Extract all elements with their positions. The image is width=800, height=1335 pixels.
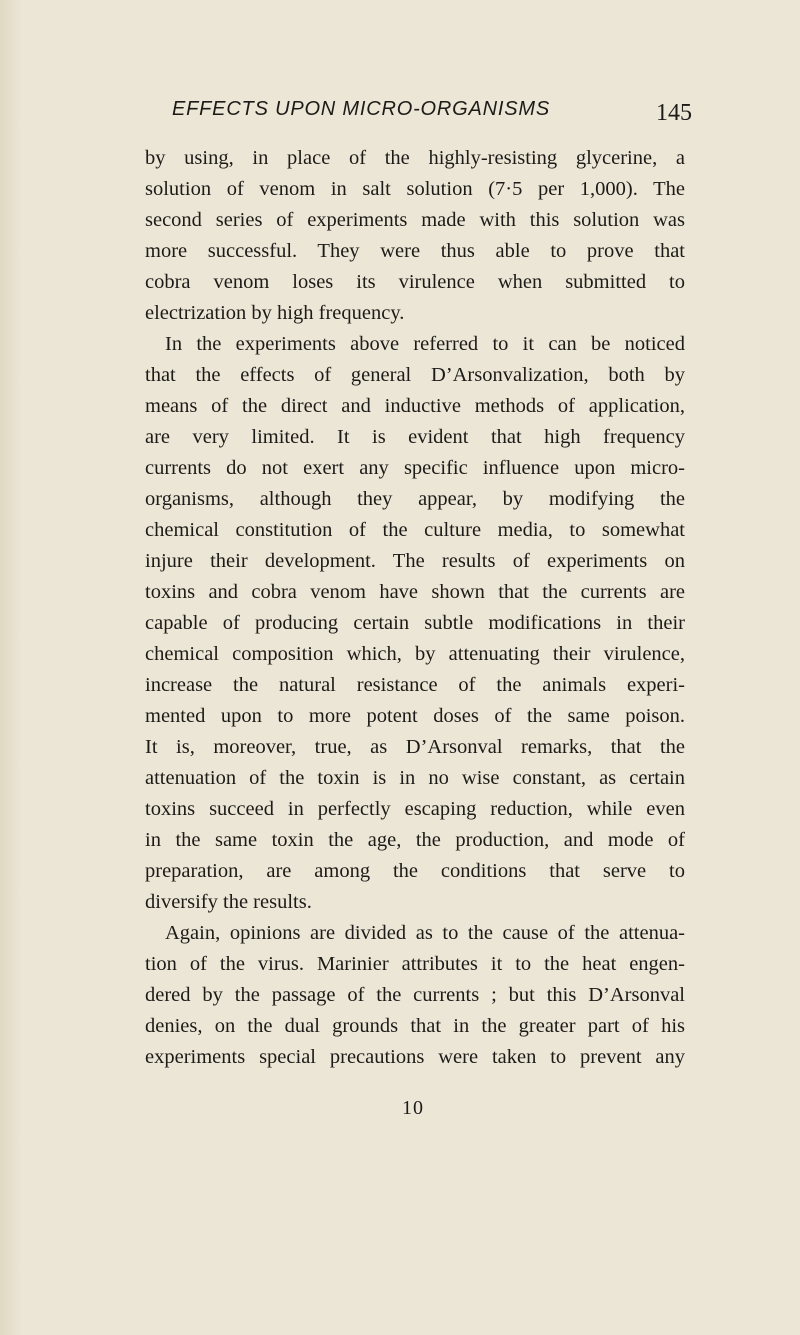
body-text [145,143,685,1073]
text-line: experiments special precautions were taken to prevent any [145,1046,685,1068]
text-line: more successful. They were thus able to prove that [145,240,685,262]
text-line: It is, moreover, true, as D’Arsonval remarks, that the [145,736,685,758]
text-line: tion of the virus. Marinier attributes it to the heat engen- [145,953,685,975]
page-number: 145 [656,100,692,126]
text-line: preparation, are among the conditions that serve to [145,860,685,882]
text-line: denies, on the dual grounds that in the greater part of his [145,1015,685,1037]
text-line: toxins succeed in perfectly escaping reduction, while even [145,798,685,820]
text-line: Again, opinions are divided as to the cause of the attenua- [165,922,685,944]
text-line: capable of producing certain subtle modifications in their [145,612,685,634]
text-line: chemical constitution of the culture media, to somewhat [145,519,685,541]
signature-mark: 10 [402,1097,424,1119]
text-line: currents do not exert any specific influence upon micro- [145,457,685,479]
text-line: increase the natural resistance of the animals experi- [145,674,685,696]
text-line: chemical composition which, by attenuating their virulence, [145,643,685,665]
text-line: diversify the results. [145,891,312,913]
text-line: solution of venom in salt solution (7·5 per 1,000). The [145,178,685,200]
text-line: attenuation of the toxin is in no wise constant, as certain [145,767,685,789]
running-head [150,98,692,132]
page-edge-shadow [0,0,22,1335]
text-line: second series of experiments made with this solution was [145,209,685,231]
text-line: by using, in place of the highly-resisting glycerine, a [145,147,685,169]
text-line: dered by the passage of the currents ; but this D’Arsonval [145,984,685,1006]
text-line: electrization by high frequency. [145,302,405,324]
text-line: in the same toxin the age, the production, and mode of [145,829,685,851]
text-line: means of the direct and inductive methods of application, [145,395,685,417]
text-line: cobra venom loses its virulence when submitted to [145,271,685,293]
text-line: toxins and cobra venom have shown that the currents are [145,581,685,603]
text-line: organisms, although they appear, by modifying the [145,488,685,510]
text-line: that the effects of general D’Arsonvalization, both by [145,364,685,386]
text-line: mented upon to more potent doses of the same poison. [145,705,685,727]
running-title: EFFECTS UPON MICRO-ORGANISMS [172,98,550,120]
text-line: are very limited. It is evident that high frequency [145,426,685,448]
text-line: injure their development. The results of experiments on [145,550,685,572]
text-line: In the experiments above referred to it can be noticed [165,333,685,355]
